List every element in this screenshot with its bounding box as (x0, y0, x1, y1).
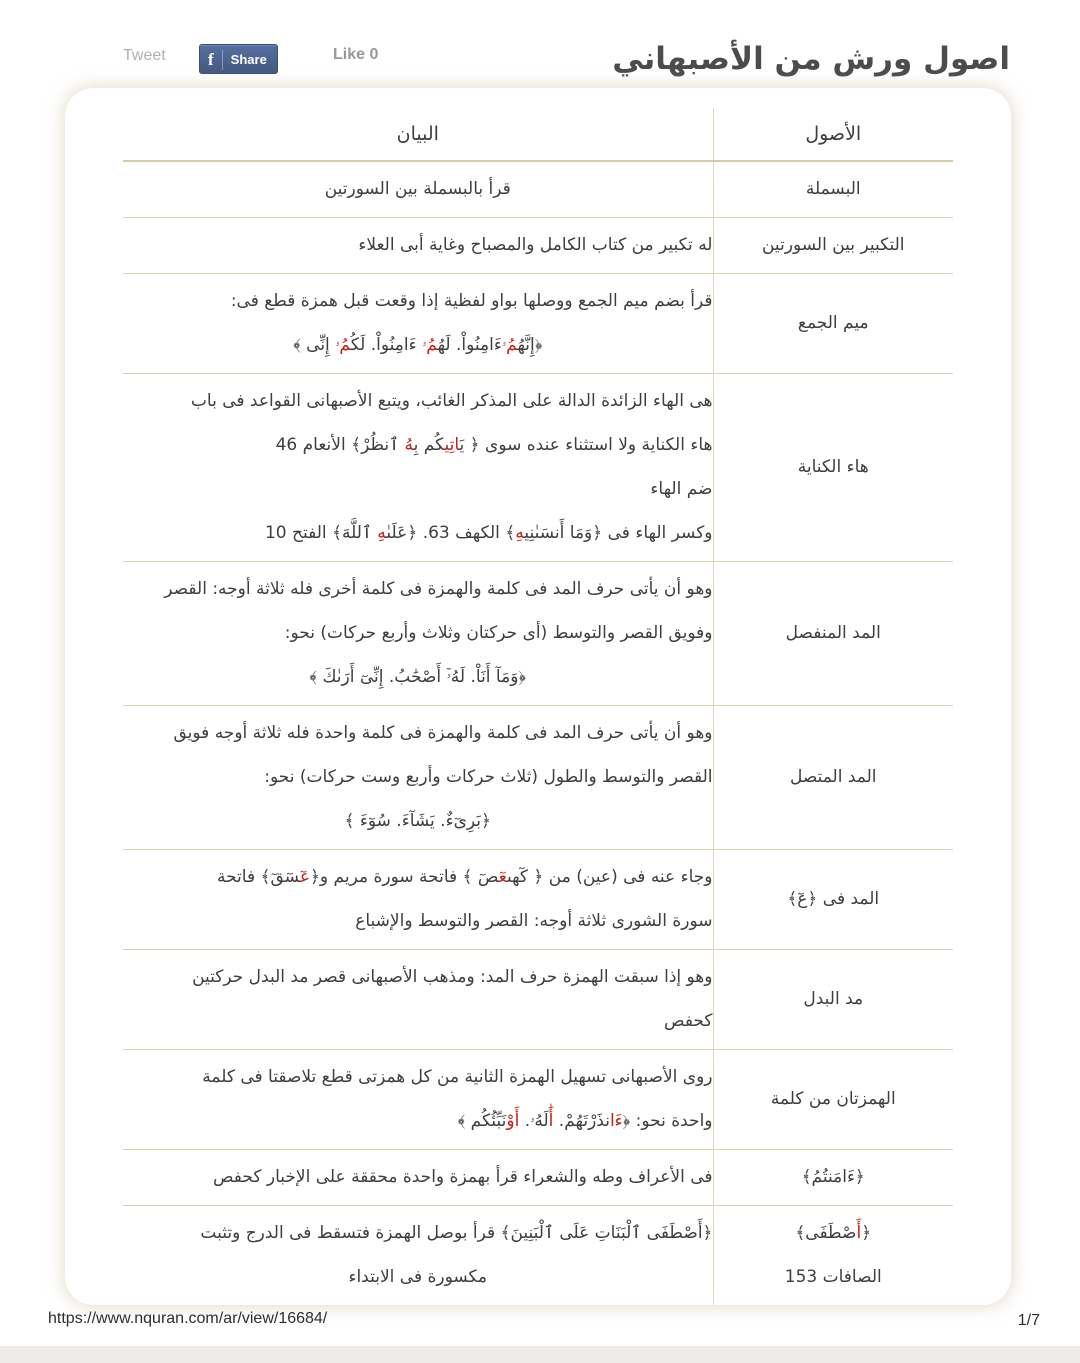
table-row (123, 1050, 953, 1150)
asl-cell (713, 1206, 953, 1306)
text-line: الهمزتان من كلمة (770, 1089, 896, 1109)
bayan-cell (123, 161, 713, 218)
asl-cell (713, 161, 953, 218)
text-line: فى الأعراف وطه والشعراء قرأ بهمزة واحدة محققة على الإخبار كحفص (212, 1167, 713, 1187)
asl-cell (713, 1050, 953, 1150)
text-line: القصر والتوسط والطول (ثلاث حركات وأربع وست حركات) نحو: (264, 767, 713, 787)
social-toolbar (0, 0, 1080, 88)
bayan-cell (123, 706, 713, 850)
share-button-label: Share (230, 51, 267, 67)
table-row (123, 850, 953, 950)
table-row (123, 706, 953, 850)
content-card (65, 88, 1011, 1305)
table-row (123, 374, 953, 562)
text-line: المد فى ﴿عٓ﴾ (787, 889, 880, 909)
text-line: هاء الكناية (797, 457, 869, 477)
table-row (123, 562, 953, 706)
bayan-cell (123, 374, 713, 562)
text-line: البسملة (805, 179, 861, 199)
text-line: المد المتصل (789, 767, 877, 787)
text-line: ضم الهاء (650, 479, 713, 499)
text-line: ﴿بَرِىٓءٌ. يَشَآءَ. سُوٓءَ ﴾ (344, 811, 491, 831)
asl-cell (713, 562, 953, 706)
text-line: سورة الشورى ثلاثة أوجه: القصر والتوسط والإشباع (355, 911, 713, 931)
text-line: هاء الكناية ولا استثناء عنده سوى ﴿ يَاتِيكُم بِهُ ٱنظُرْ﴾ الأنعام 46 (275, 435, 713, 455)
text-line: وجاء عنه فى (عين) من ﴿ كٓهىعٓصٓ ﴾ فاتحة سورة مريم و﴿عٓسٓقٓ﴾ فاتحة (216, 867, 713, 887)
like-button[interactable]: Like 0 (333, 46, 379, 63)
text-line: الصافات 153 (784, 1267, 882, 1287)
page-title: اصول ورش من الأصبهاني (612, 40, 1010, 77)
text-line: قرأ بضم ميم الجمع ووصلها بواو لفظية إذا وقعت قبل همزة قطع فى: (230, 291, 713, 311)
table-row (123, 161, 953, 218)
text-line: وهو أن يأتى حرف المد فى كلمة والهمزة فى كلمة واحدة فله ثلاثة أوجه فويق (173, 723, 713, 743)
asl-cell (713, 218, 953, 274)
text-line: وهو أن يأتى حرف المد فى كلمة والهمزة فى كلمة أخرى فله ثلاثة أوجه: القصر (164, 579, 713, 599)
text-line: ﴿أَصْطَفَى ٱلْبَنَاتِ عَلَى ٱلْبَنِينَ﴾ قرأ بوصل الهمزة فتسقط فى الدرج وتثبت (200, 1223, 713, 1243)
rules-table (123, 108, 953, 1305)
column-header-bayan: البيان (123, 108, 713, 161)
text-line: ميم الجمع (797, 313, 869, 333)
text-line: وفويق القصر والتوسط (أى حركتان وثلاث وأربع حركات) نحو: (284, 623, 713, 643)
table-row (123, 950, 953, 1050)
text-line: مد البدل (803, 989, 864, 1009)
table-row (123, 1206, 953, 1306)
text-line: التكبير بين السورتين (761, 235, 905, 255)
text-line: ﴿أَصْطَفَى﴾ (795, 1223, 872, 1243)
text-line: كحفص (664, 1011, 713, 1031)
text-line: وهو إذا سبقت الهمزة حرف المد: ومذهب الأصبهانى قصر مد البدل حركتين (192, 967, 713, 987)
bayan-cell (123, 1150, 713, 1206)
text-line: المد المنفصل (785, 623, 881, 643)
table-row (123, 218, 953, 274)
bayan-cell (123, 1050, 713, 1150)
table-body (123, 161, 953, 1305)
column-header-asl: الأصول (713, 108, 953, 161)
bayan-cell (123, 562, 713, 706)
asl-cell (713, 950, 953, 1050)
bayan-cell (123, 950, 713, 1050)
table-row (123, 274, 953, 374)
facebook-share-button[interactable] (199, 44, 278, 74)
asl-cell (713, 274, 953, 374)
bottom-strip (0, 1346, 1080, 1363)
bayan-cell (123, 1206, 713, 1306)
text-line: له تكبير من كتاب الكامل والمصباح وغاية أبى العلاء (358, 235, 713, 255)
table-row (123, 1150, 953, 1206)
asl-cell (713, 706, 953, 850)
text-line: واحدة نحو: ﴿ءَانذَرْتَهُمْ. أَٰلَهُۥ. أَوْنَبِّئُكُم ﴾ (457, 1111, 713, 1131)
asl-cell (713, 374, 953, 562)
page-indicator: 1/7 (1017, 1312, 1040, 1329)
text-line: ﴿وَمَآ أَنَاْ. لَهُۥٓ أَصْحَٰبُ. إِنِّىٓ أَرَىٰكَ ﴾ (309, 667, 526, 687)
bayan-cell (123, 218, 713, 274)
bayan-cell (123, 274, 713, 374)
bayan-cell (123, 850, 713, 950)
text-line: قرأ بالبسملة بين السورتين (324, 179, 511, 199)
text-line: وكسر الهاء فى ﴿وَمَا أَنسَىٰنِيهِ﴾ الكهف 63. ﴿عَلَىٰهِ ٱللَّهَ﴾ الفتح 10 (264, 523, 713, 543)
text-line: روى الأصبهانى تسهيل الهمزة الثانية من كل همزتى قطع تلاصقتا فى كلمة (202, 1067, 713, 1087)
table-header-row (123, 108, 953, 161)
text-line: ﴿إِنَّهُمُۥءَامِنُواْ. لَهُمُۥ ءَامِنُواْ. لَكُمُۥ إِنِّى ﴾ (293, 335, 543, 355)
asl-cell (713, 1150, 953, 1206)
text-line: ﴿ءَامَنتُمُ﴾ (801, 1167, 865, 1187)
text-line: هى الهاء الزائدة الدالة على المذكر الغائب، ويتبع الأصبهانى القواعد فى باب (190, 391, 713, 411)
tweet-button[interactable]: Tweet (123, 47, 166, 64)
facebook-icon: f (208, 50, 223, 70)
asl-cell (713, 850, 953, 950)
footer-url: https://www.nquran.com/ar/view/16684/ (48, 1310, 328, 1327)
text-line: مكسورة فى الابتداء (348, 1267, 488, 1287)
